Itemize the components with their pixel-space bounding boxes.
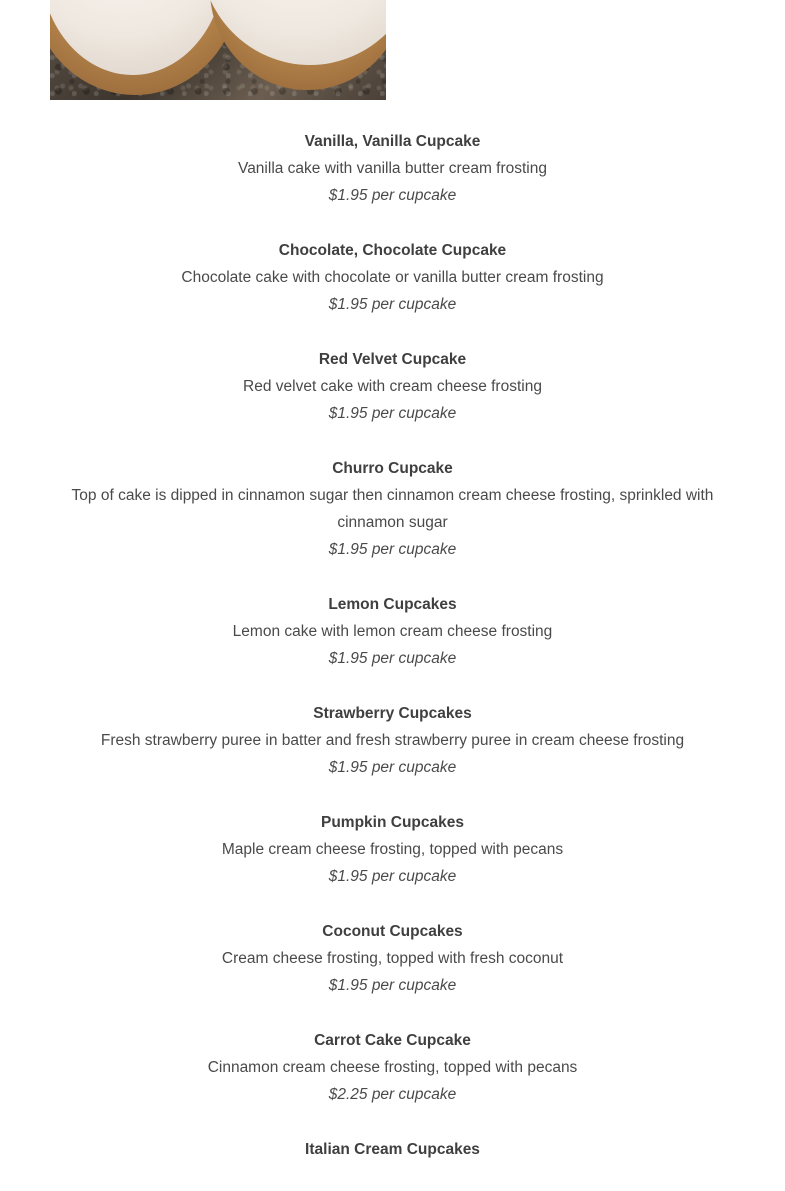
item-description: Maple cream cheese frosting, topped with pecans: [221, 841, 564, 858]
item-price: $1.95 per cupcake: [328, 977, 457, 994]
cupcake-photo: [50, 0, 386, 100]
item-price: $1.95 per cupcake: [328, 759, 457, 776]
item-description: Vanilla cake with vanilla butter cream frosting: [238, 160, 547, 177]
item-description: Cinnamon cream cheese frosting, topped with pecans: [207, 1059, 578, 1076]
item-price: $1.95 per cupcake: [328, 868, 457, 885]
item-name: Strawberry Cupcakes: [313, 705, 472, 722]
menu-item: [0, 1027, 785, 1108]
item-price: $1.95 per cupcake: [328, 296, 457, 313]
item-name: Carrot Cake Cupcake: [314, 1032, 471, 1049]
item-name: Churro Cupcake: [332, 460, 453, 477]
cupcake-menu: [0, 128, 785, 1191]
item-name: Lemon Cupcakes: [328, 596, 457, 613]
item-price: $1.95 per cupcake: [328, 650, 457, 667]
menu-item: [0, 918, 785, 999]
item-description: Cream cheese frosting, topped with fresh coconut: [221, 950, 564, 967]
menu-item: [0, 237, 785, 318]
item-description: Red velvet cake with cream cheese frosting: [243, 378, 542, 395]
item-name: Red Velvet Cupcake: [318, 351, 467, 368]
menu-item: [0, 1136, 785, 1163]
item-description: Top of cake is dipped in cinnamon sugar then cinnamon cream cheese frosting, sprinkled with cinnamon sugar: [71, 487, 714, 531]
menu-item: [0, 346, 785, 427]
menu-item: [0, 455, 785, 563]
item-price: $2.25 per cupcake: [328, 1086, 457, 1103]
menu-item: [0, 128, 785, 209]
item-name: Pumpkin Cupcakes: [321, 814, 464, 831]
item-description: Lemon cake with lemon cream cheese frosting: [232, 623, 553, 640]
item-description: Fresh strawberry puree in batter and fresh strawberry puree in cream cheese frosting: [100, 732, 685, 749]
item-description: Chocolate cake with chocolate or vanilla butter cream frosting: [181, 269, 604, 286]
item-price: $1.95 per cupcake: [328, 541, 457, 558]
item-price: $1.95 per cupcake: [328, 187, 457, 204]
menu-item: [0, 809, 785, 890]
item-name: Chocolate, Chocolate Cupcake: [278, 242, 507, 259]
item-name: Italian Cream Cupcakes: [305, 1141, 480, 1158]
item-name: Coconut Cupcakes: [322, 923, 463, 940]
menu-item: [0, 700, 785, 781]
item-price: $1.95 per cupcake: [328, 405, 457, 422]
menu-item: [0, 591, 785, 672]
item-name: Vanilla, Vanilla Cupcake: [304, 133, 481, 150]
